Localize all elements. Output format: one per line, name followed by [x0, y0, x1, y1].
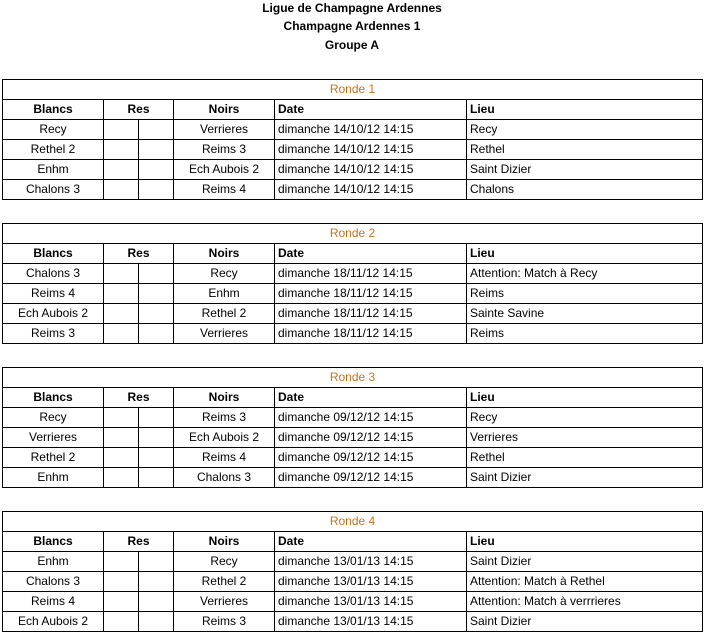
res-noirs — [138, 284, 173, 303]
res-noirs — [138, 180, 173, 199]
ronde-title-row — [3, 512, 703, 532]
res-blancs — [104, 120, 138, 139]
res-blancs — [104, 284, 138, 303]
lieu-cell: Reims — [467, 324, 703, 344]
match-row — [3, 284, 703, 304]
match-row — [3, 264, 703, 284]
blancs-cell: Enhm — [3, 552, 104, 572]
res-cell — [104, 324, 174, 344]
blancs-cell: Rethel 2 — [3, 140, 104, 160]
res-cell — [104, 468, 174, 488]
res-noirs — [138, 160, 173, 179]
col-header-date: Date — [275, 388, 467, 408]
col-header-res: Res — [104, 100, 174, 120]
res-cell — [104, 160, 174, 180]
col-header-lieu: Lieu — [467, 388, 703, 408]
noirs-cell: Recy — [174, 552, 275, 572]
league-title: Ligue de Champagne Ardennes — [262, 1, 442, 15]
col-header-res: Res — [104, 388, 174, 408]
noirs-cell: Reims 3 — [174, 140, 275, 160]
col-header-lieu: Lieu — [467, 100, 703, 120]
res-cell — [104, 304, 174, 324]
blancs-cell: Ech Aubois 2 — [3, 304, 104, 324]
res-blancs — [104, 612, 138, 631]
ronde-title-row — [3, 224, 703, 244]
res-noirs — [138, 324, 173, 343]
match-row — [3, 120, 703, 140]
res-noirs — [138, 428, 173, 447]
noirs-cell: Rethel 2 — [174, 572, 275, 592]
res-blancs — [104, 264, 138, 283]
res-noirs — [138, 408, 173, 427]
column-header-row — [3, 100, 703, 120]
ronde-title-row — [3, 80, 703, 100]
blancs-cell: Chalons 3 — [3, 572, 104, 592]
col-header-noirs: Noirs — [174, 388, 275, 408]
res-noirs — [138, 264, 173, 283]
col-header-date: Date — [275, 244, 467, 264]
col-header-blancs: Blancs — [3, 100, 104, 120]
blancs-cell: Chalons 3 — [3, 180, 104, 200]
noirs-cell: Enhm — [174, 284, 275, 304]
date-cell: dimanche 14/10/12 14:15 — [275, 180, 467, 200]
date-cell: dimanche 13/01/13 14:15 — [275, 592, 467, 612]
lieu-cell: Sainte Savine — [467, 304, 703, 324]
date-cell: dimanche 18/11/12 14:15 — [275, 284, 467, 304]
date-cell: dimanche 14/10/12 14:15 — [275, 120, 467, 140]
res-cell — [104, 592, 174, 612]
res-blancs — [104, 592, 138, 611]
col-header-blancs: Blancs — [3, 532, 104, 552]
ronde-title-row — [3, 368, 703, 388]
res-noirs — [138, 572, 173, 591]
col-header-lieu: Lieu — [467, 532, 703, 552]
col-header-noirs: Noirs — [174, 244, 275, 264]
res-cell — [104, 140, 174, 160]
ronde-title: Ronde 3 — [3, 368, 703, 388]
noirs-cell: Reims 3 — [174, 408, 275, 428]
noirs-cell: Reims 4 — [174, 180, 275, 200]
col-header-date: Date — [275, 100, 467, 120]
blancs-cell: Enhm — [3, 160, 104, 180]
lieu-cell: Attention: Match à verrrieres — [467, 592, 703, 612]
date-cell: dimanche 09/12/12 14:15 — [275, 468, 467, 488]
col-header-res: Res — [104, 244, 174, 264]
lieu-cell: Saint Dizier — [467, 160, 703, 180]
ronde-table — [2, 511, 703, 632]
col-header-lieu: Lieu — [467, 244, 703, 264]
blancs-cell: Chalons 3 — [3, 264, 104, 284]
res-cell — [104, 612, 174, 632]
ronde-table — [2, 367, 703, 488]
res-cell — [104, 552, 174, 572]
match-row — [3, 468, 703, 488]
date-cell: dimanche 09/12/12 14:15 — [275, 448, 467, 468]
match-row — [3, 408, 703, 428]
col-header-noirs: Noirs — [174, 532, 275, 552]
lieu-cell: Chalons — [467, 180, 703, 200]
res-noirs — [138, 140, 173, 159]
lieu-cell: Saint Dizier — [467, 552, 703, 572]
match-row — [3, 180, 703, 200]
res-blancs — [104, 408, 138, 427]
blancs-cell: Reims 4 — [3, 284, 104, 304]
match-row — [3, 592, 703, 612]
noirs-cell: Reims 3 — [174, 612, 275, 632]
noirs-cell: Verrieres — [174, 592, 275, 612]
lieu-cell: Rethel — [467, 140, 703, 160]
res-cell — [104, 408, 174, 428]
noirs-cell: Ech Aubois 2 — [174, 428, 275, 448]
res-noirs — [138, 468, 173, 487]
match-row — [3, 304, 703, 324]
lieu-cell: Attention: Match à Recy — [467, 264, 703, 284]
date-cell: dimanche 18/11/12 14:15 — [275, 304, 467, 324]
col-header-noirs: Noirs — [174, 100, 275, 120]
noirs-cell: Reims 4 — [174, 448, 275, 468]
match-row — [3, 428, 703, 448]
col-header-blancs: Blancs — [3, 244, 104, 264]
res-noirs — [138, 552, 173, 571]
ronde-title: Ronde 1 — [3, 80, 703, 100]
blancs-cell: Recy — [3, 120, 104, 140]
noirs-cell: Verrieres — [174, 120, 275, 140]
res-cell — [104, 180, 174, 200]
noirs-cell: Rethel 2 — [174, 304, 275, 324]
column-header-row — [3, 388, 703, 408]
res-cell — [104, 264, 174, 284]
noirs-cell: Chalons 3 — [174, 468, 275, 488]
date-cell: dimanche 18/11/12 14:15 — [275, 324, 467, 344]
blancs-cell: Reims 4 — [3, 592, 104, 612]
col-header-date: Date — [275, 532, 467, 552]
date-cell: dimanche 18/11/12 14:15 — [275, 264, 467, 284]
blancs-cell: Verrieres — [3, 428, 104, 448]
match-row — [3, 572, 703, 592]
date-cell: dimanche 09/12/12 14:15 — [275, 408, 467, 428]
noirs-cell: Ech Aubois 2 — [174, 160, 275, 180]
ronde-table — [2, 223, 703, 344]
res-blancs — [104, 468, 138, 487]
res-blancs — [104, 160, 138, 179]
noirs-cell: Recy — [174, 264, 275, 284]
res-noirs — [138, 592, 173, 611]
col-header-blancs: Blancs — [3, 388, 104, 408]
lieu-cell: Rethel — [467, 448, 703, 468]
res-blancs — [104, 140, 138, 159]
res-blancs — [104, 324, 138, 343]
blancs-cell: Rethel 2 — [3, 448, 104, 468]
col-header-res: Res — [104, 532, 174, 552]
lieu-cell: Reims — [467, 284, 703, 304]
res-cell — [104, 572, 174, 592]
res-blancs — [104, 180, 138, 199]
res-cell — [104, 448, 174, 468]
res-noirs — [138, 448, 173, 467]
date-cell: dimanche 09/12/12 14:15 — [275, 428, 467, 448]
res-noirs — [138, 120, 173, 139]
match-row — [3, 160, 703, 180]
lieu-cell: Saint Dizier — [467, 468, 703, 488]
res-blancs — [104, 552, 138, 571]
match-row — [3, 140, 703, 160]
ronde-title: Ronde 2 — [3, 224, 703, 244]
group-title: Groupe A — [324, 38, 380, 52]
column-header-row — [3, 244, 703, 264]
blancs-cell: Enhm — [3, 468, 104, 488]
res-blancs — [104, 428, 138, 447]
res-noirs — [138, 612, 173, 631]
blancs-cell: Ech Aubois 2 — [3, 612, 104, 632]
match-row — [3, 612, 703, 632]
res-blancs — [104, 304, 138, 323]
date-cell: dimanche 13/01/13 14:15 — [275, 572, 467, 592]
res-blancs — [104, 448, 138, 467]
division-title: Champagne Ardennes 1 — [283, 19, 421, 33]
blancs-cell: Reims 3 — [3, 324, 104, 344]
res-cell — [104, 120, 174, 140]
column-header-row — [3, 532, 703, 552]
date-cell: dimanche 14/10/12 14:15 — [275, 160, 467, 180]
match-row — [3, 324, 703, 344]
lieu-cell: Attention: Match à Rethel — [467, 572, 703, 592]
noirs-cell: Verrieres — [174, 324, 275, 344]
lieu-cell: Recy — [467, 408, 703, 428]
ronde-title: Ronde 4 — [3, 512, 703, 532]
lieu-cell: Recy — [467, 120, 703, 140]
match-row — [3, 552, 703, 572]
lieu-cell: Saint Dizier — [467, 612, 703, 632]
date-cell: dimanche 13/01/13 14:15 — [275, 552, 467, 572]
lieu-cell: Verrieres — [467, 428, 703, 448]
date-cell: dimanche 13/01/13 14:15 — [275, 612, 467, 632]
res-cell — [104, 428, 174, 448]
match-row — [3, 448, 703, 468]
res-blancs — [104, 572, 138, 591]
blancs-cell: Recy — [3, 408, 104, 428]
res-noirs — [138, 304, 173, 323]
date-cell: dimanche 14/10/12 14:15 — [275, 140, 467, 160]
ronde-table — [2, 79, 703, 200]
res-cell — [104, 284, 174, 304]
